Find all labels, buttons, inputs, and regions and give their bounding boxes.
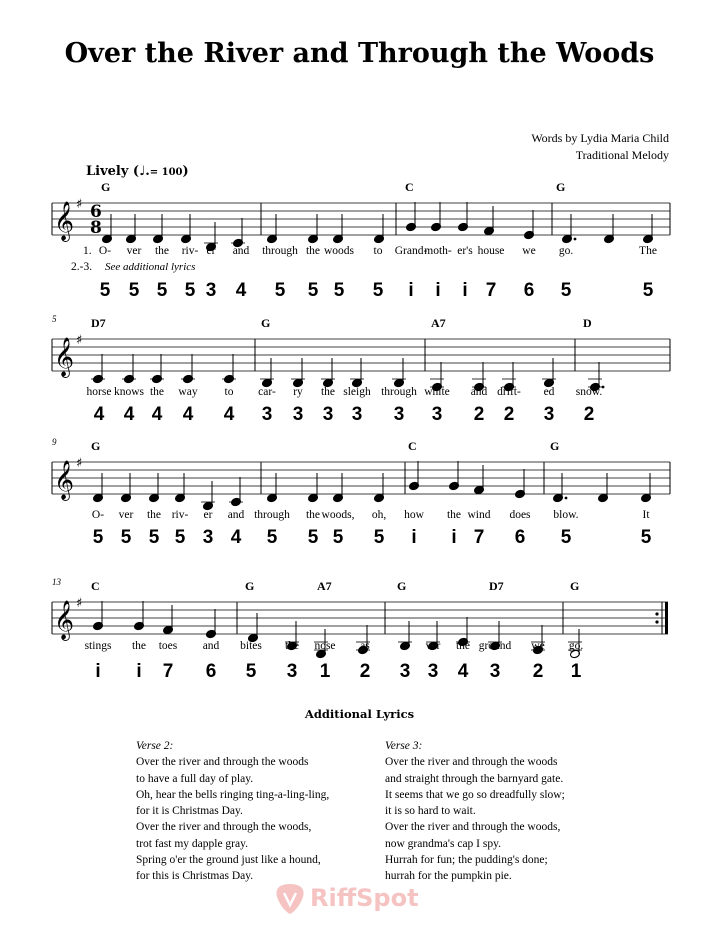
sharp-icon: ♯ xyxy=(76,456,83,471)
harmonica-number: 2 xyxy=(473,404,485,425)
harmonica-number: 4 xyxy=(235,280,247,301)
lyric-syllable: ground xyxy=(478,640,512,652)
verse-line: and straight through the barnyard gate. xyxy=(385,772,564,785)
additional-lyrics-heading: Additional Lyrics xyxy=(304,707,415,721)
harmonica-number: 4 xyxy=(457,661,469,682)
lyric-syllable: house xyxy=(477,245,505,257)
lyric-syllable: riv- xyxy=(181,245,199,257)
harmonica-number: 4 xyxy=(151,404,163,425)
lyric-syllable: through xyxy=(262,245,298,257)
lyric-syllable: car- xyxy=(258,386,276,398)
lyric-syllable: the xyxy=(154,245,170,257)
verse-2-3-number: 2.-3. xyxy=(71,261,93,273)
sharp-icon: ♯ xyxy=(76,333,83,348)
lyric-syllable: we xyxy=(522,245,536,257)
harmonica-number: 6 xyxy=(523,280,535,301)
lyric-syllable: er's xyxy=(457,245,473,257)
verse-2-title: Verse 2: xyxy=(136,740,174,752)
harmonica-number: 3 xyxy=(292,404,304,425)
verse-line: Over the river and through the woods, xyxy=(136,821,312,834)
sharp-icon: ♯ xyxy=(76,596,83,611)
harmonica-number: 5 xyxy=(148,527,160,548)
harmonica-number: 3 xyxy=(322,404,334,425)
measure-number: 5 xyxy=(52,314,57,324)
lyric-syllable: ver xyxy=(118,509,134,521)
tempo-label: Lively xyxy=(86,164,129,179)
verse-2 xyxy=(136,738,329,885)
harmonica-number: 5 xyxy=(92,527,104,548)
lyric-syllable: woods xyxy=(323,245,355,257)
harmonica-number: 5 xyxy=(372,280,384,301)
harmonica-number: 5 xyxy=(174,527,186,548)
harmonica-number: 3 xyxy=(202,527,214,548)
lyric-syllable: and xyxy=(232,245,250,257)
chord-symbol: C xyxy=(91,579,100,593)
chord-symbol: D7 xyxy=(91,316,106,330)
harmonica-number: 4 xyxy=(230,527,242,548)
harmonica-number: 7 xyxy=(485,280,497,301)
lyric-syllable: er xyxy=(206,245,216,257)
verse-line: trot fast my dapple gray. xyxy=(136,837,248,850)
verse-line: now grandma's cap I spy. xyxy=(385,837,501,850)
harmonica-number: 4 xyxy=(223,404,235,425)
harmonica-number: i xyxy=(435,280,441,301)
harmonica-number: 5 xyxy=(307,527,319,548)
lyric-syllable: to xyxy=(224,386,234,398)
treble-clef-icon: 𝄞 xyxy=(54,460,75,500)
lyric-syllable: o- xyxy=(400,640,410,652)
harmonica-number: 7 xyxy=(162,661,174,682)
lyric-syllable: we xyxy=(531,640,545,652)
harmonica-number: 5 xyxy=(266,527,278,548)
lyric-syllable: through xyxy=(381,386,417,398)
lyric-syllable: the xyxy=(455,640,471,652)
lyric-syllable: sleigh xyxy=(343,386,371,398)
chord-symbol: D xyxy=(583,316,592,330)
harmonica-number: 7 xyxy=(473,527,485,548)
lyric-syllable: drift- xyxy=(497,386,521,398)
chord-symbol: G xyxy=(101,180,111,194)
lyric-syllable: the xyxy=(284,640,300,652)
harmonica-number: 1 xyxy=(319,661,331,682)
lyric-syllable: The xyxy=(639,245,657,257)
dotted-quarter-note-icon: ♩. xyxy=(139,164,150,179)
harmonica-number: 5 xyxy=(333,280,345,301)
lyric-syllable: woods, xyxy=(321,509,355,521)
verse-line: to have a full day of play. xyxy=(136,772,254,785)
final-barline xyxy=(665,602,668,634)
verse-line: hurrah for the pumpkin pie. xyxy=(385,870,512,883)
harmonica-number: i xyxy=(408,280,414,301)
lyric-syllable: O- xyxy=(91,509,105,521)
riffspot-logo[interactable] xyxy=(272,880,452,920)
chord-symbol: G xyxy=(556,180,566,194)
lyric-syllable: er xyxy=(203,509,213,521)
lyric-syllable: way xyxy=(178,386,198,398)
verse-line: Spring o'er the ground just like a hound, xyxy=(136,854,321,867)
harmonica-number: 5 xyxy=(560,527,572,548)
harmonica-number: i xyxy=(462,280,468,301)
repeat-dot xyxy=(655,620,658,623)
lyric-syllable: blow. xyxy=(553,509,579,521)
song-title: Over the River and Through the Woods xyxy=(64,38,655,69)
harmonica-number: 3 xyxy=(431,404,443,425)
harmonica-number: 3 xyxy=(286,661,298,682)
verse-3-title: Verse 3: xyxy=(385,740,423,752)
repeat-dot xyxy=(655,612,658,615)
harmonica-number: 2 xyxy=(359,661,371,682)
tempo-marking: Lively (♩.= 100) xyxy=(86,164,189,179)
verse-line: It seems that we go so dreadfully slow; xyxy=(385,788,565,801)
harmonica-number: i xyxy=(411,527,417,548)
chord-symbol: G xyxy=(261,316,271,330)
harmonica-number: 6 xyxy=(514,527,526,548)
verse-1-number: 1. xyxy=(83,245,92,257)
harmonica-number: 6 xyxy=(205,661,217,682)
harmonica-number: 5 xyxy=(560,280,572,301)
harmonica-number: 5 xyxy=(99,280,111,301)
tempo-value: = 100 xyxy=(149,167,183,178)
lyric-syllable: wind xyxy=(467,509,491,521)
lyric-syllable: how xyxy=(404,509,424,521)
dot xyxy=(565,497,568,500)
measure-number: 9 xyxy=(52,437,57,447)
harmonica-number: 5 xyxy=(245,661,257,682)
chord-symbol: G xyxy=(245,579,255,593)
chord-symbol: G xyxy=(91,439,101,453)
logo-text: RiffSpot xyxy=(310,884,419,912)
harmonica-number: 5 xyxy=(373,527,385,548)
lyric-syllable: the xyxy=(305,509,321,521)
treble-clef-icon: 𝄞 xyxy=(54,600,75,640)
harmonica-number: 5 xyxy=(642,280,654,301)
lyric-syllable: and xyxy=(470,386,488,398)
harmonica-number: 4 xyxy=(182,404,194,425)
harmonica-number: 3 xyxy=(399,661,411,682)
verse-line: Over the river and through the woods, xyxy=(385,821,561,834)
verse-line: Hurrah for fun; the pudding's done; xyxy=(385,854,548,867)
time-signature-top: 6 xyxy=(90,202,102,222)
lyric-syllable: and xyxy=(227,509,245,521)
lyric-syllable: the xyxy=(146,509,162,521)
lyric-syllable: white xyxy=(424,386,450,398)
harmonica-number: 3 xyxy=(261,404,273,425)
harmonica-number: 3 xyxy=(351,404,363,425)
lyric-syllable: ver xyxy=(425,640,441,652)
lyric-syllable: knows xyxy=(113,386,145,398)
harmonica-number: 5 xyxy=(156,280,168,301)
lyric-syllable: O- xyxy=(98,245,112,257)
lyric-syllable: the xyxy=(320,386,336,398)
dot xyxy=(574,238,577,241)
see-additional-lyrics: See additional lyrics xyxy=(105,261,196,273)
guitar-pick-icon xyxy=(274,882,306,916)
verse-line: Over the river and through the woods xyxy=(136,756,309,769)
verse-line: it is so hard to wait. xyxy=(385,805,476,818)
lyric-syllable: moth- xyxy=(424,245,452,257)
lyric-syllable: the xyxy=(446,509,462,521)
harmonica-number: i xyxy=(95,661,101,682)
measure-number: 13 xyxy=(52,577,61,587)
lyricist-credit: Words by Lydia Maria Child xyxy=(531,131,669,145)
lyric-syllable: horse xyxy=(86,386,112,398)
lyric-syllable: ver xyxy=(126,245,142,257)
composer-credit: Traditional Melody xyxy=(575,148,669,162)
lyric-syllable: ry xyxy=(293,386,303,398)
lyric-syllable: go. xyxy=(558,245,574,257)
lyric-syllable: as xyxy=(360,640,370,652)
lyric-syllable: does xyxy=(509,509,531,521)
verse-line: Oh, hear the bells ringing ting-a-ling-ling, xyxy=(136,788,330,801)
harmonica-number: 3 xyxy=(205,280,217,301)
chord-symbol: G xyxy=(397,579,407,593)
chord-symbol: D7 xyxy=(489,579,504,593)
lyric-syllable: stings xyxy=(84,640,112,652)
chord-symbol: A7 xyxy=(317,579,332,593)
verse-line: for it is Christmas Day. xyxy=(136,805,243,818)
treble-clef-icon: 𝄞 xyxy=(54,337,75,377)
lyric-syllable: oh, xyxy=(371,509,387,521)
harmonica-number: i xyxy=(451,527,457,548)
lyric-syllable: the xyxy=(305,245,321,257)
harmonica-number: i xyxy=(136,661,142,682)
lyric-syllable: and xyxy=(202,640,220,652)
lyric-syllable: Grand- xyxy=(394,245,428,257)
chord-symbol: A7 xyxy=(431,316,446,330)
harmonica-number: 5 xyxy=(128,280,140,301)
harmonica-number: 5 xyxy=(184,280,196,301)
chord-symbol: C xyxy=(405,180,414,194)
time-signature-bottom: 8 xyxy=(90,218,102,238)
lyric-syllable: to xyxy=(373,245,383,257)
harmonica-number: 1 xyxy=(570,661,582,682)
lyric-syllable: riv- xyxy=(171,509,189,521)
harmonica-number: 3 xyxy=(489,661,501,682)
chord-symbol: G xyxy=(550,439,560,453)
harmonica-number: 5 xyxy=(640,527,652,548)
harmonica-number: 2 xyxy=(503,404,515,425)
lyric-syllable: ed xyxy=(543,386,555,398)
verse-3 xyxy=(385,738,565,885)
sharp-icon: ♯ xyxy=(76,197,83,212)
harmonica-number: 5 xyxy=(274,280,286,301)
lyric-syllable: the xyxy=(149,386,165,398)
harmonica-number: 4 xyxy=(93,404,105,425)
lyric-syllable: It xyxy=(642,509,650,521)
verse-line: for this is Christmas Day. xyxy=(136,870,254,883)
harmonica-number: 5 xyxy=(120,527,132,548)
harmonica-number: 3 xyxy=(543,404,555,425)
harmonica-number: 2 xyxy=(583,404,595,425)
lyric-syllable: bites xyxy=(240,640,262,652)
verse-line: Over the river and through the woods xyxy=(385,756,558,769)
chord-symbol: G xyxy=(570,579,580,593)
harmonica-number: 3 xyxy=(427,661,439,682)
harmonica-number: 3 xyxy=(393,404,405,425)
lyric-syllable: through xyxy=(254,509,290,521)
lyric-syllable: snow. xyxy=(575,386,603,398)
lyric-syllable: go. xyxy=(568,640,584,652)
chord-symbol: C xyxy=(408,439,417,453)
lyric-syllable: the xyxy=(131,640,147,652)
harmonica-number: 2 xyxy=(532,661,544,682)
harmonica-number: 4 xyxy=(123,404,135,425)
treble-clef-icon: 𝄞 xyxy=(54,201,75,241)
lyric-syllable: nose xyxy=(314,640,336,652)
lyric-syllable: toes xyxy=(158,640,178,652)
harmonica-number: 5 xyxy=(307,280,319,301)
harmonica-number: 5 xyxy=(332,527,344,548)
